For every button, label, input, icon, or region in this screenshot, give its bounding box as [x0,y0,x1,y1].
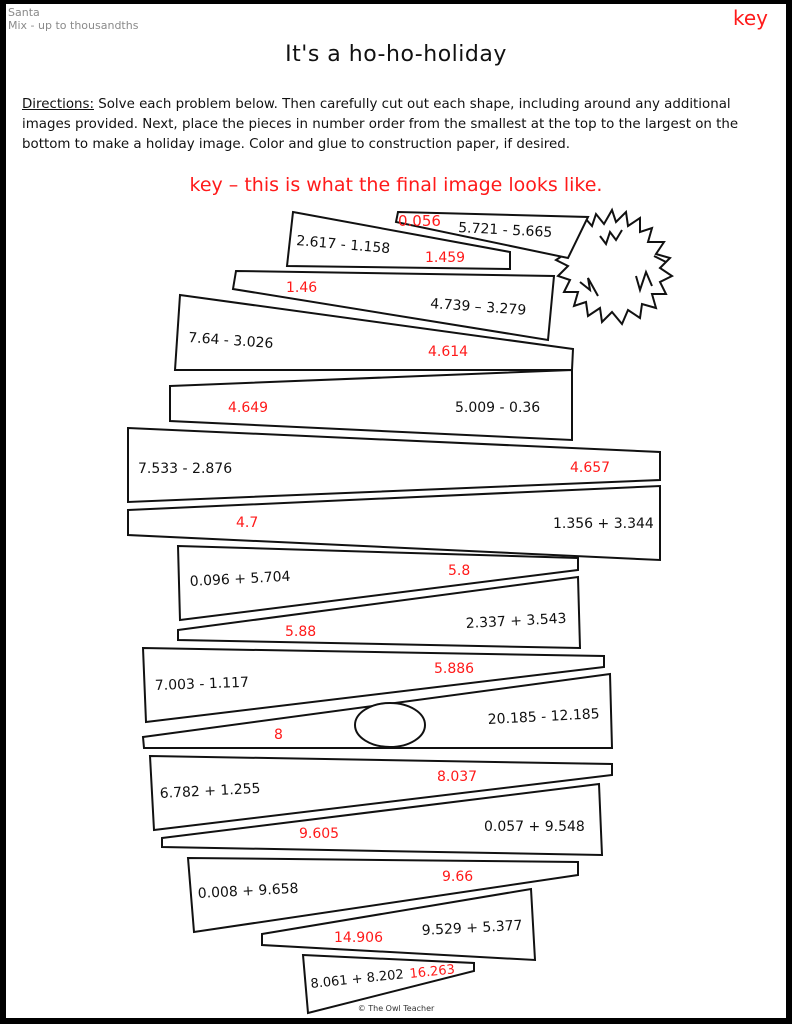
topic-label: Santa [8,6,40,19]
problem-text: 7.003 - 1.117 [154,674,250,694]
answer-text: 4.7 [236,515,259,531]
answer-text: 5.886 [434,661,475,677]
answer-text: 16.263 [408,962,456,982]
key-badge: key [732,6,768,30]
answer-text: 14.906 [334,930,383,946]
problem-text: 5.009 - 0.36 [455,400,541,416]
problem-text: 1.356 + 3.344 [553,516,654,532]
belt-buckle-icon [355,703,425,747]
directions-label: Directions: [22,97,94,112]
directions-text: Solve each problem below. Then carefully cut out each shape, including around any additional images provided. Next, place the pieces in number order from the smallest at the top to the largest on the bottom to make a holiday image. Color and glue to construction paper, if desired. [22,97,739,152]
answer-text: 0.056 [398,212,441,230]
answer-text: 4.657 [570,460,611,476]
problem-text: 8.061 + 8.202 [309,967,405,992]
problem-text: 5.721 - 5.665 [457,220,553,241]
problem-text: 0.096 + 5.704 [189,568,291,590]
problem-text: 2.337 + 3.543 [465,610,567,632]
problem-text: 2.617 - 1.158 [295,233,391,258]
answer-text: 1.46 [286,280,318,296]
skill-label: Mix - up to thousandths [8,19,139,32]
answer-text: 9.66 [442,869,474,885]
answer-text: 9.605 [299,826,340,842]
problem-text: 0.057 + 9.548 [484,819,585,835]
answer-text: 5.88 [285,624,317,640]
problem-text: 7.64 - 3.026 [187,330,274,352]
key-caption: key – this is what the final image looks like. [189,174,603,196]
problem-text: 4.739 – 3.279 [429,296,527,319]
problem-text: 7.533 - 2.876 [138,461,233,477]
problem-text: 0.008 + 9.658 [197,880,299,902]
answer-text: 8 [274,727,283,743]
answer-text: 4.614 [428,344,469,360]
answer-text: 5.8 [448,563,471,579]
answer-text: 1.459 [425,250,466,266]
problem-text: 9.529 + 5.377 [421,917,523,939]
problem-text: 6.782 + 1.255 [159,780,261,802]
problem-text: 20.185 - 12.185 [487,706,600,728]
answer-text: 8.037 [437,769,478,785]
puzzle-piece [170,370,572,440]
answer-text: 4.649 [228,400,269,416]
copyright-footer: © The Owl Teacher [357,1004,435,1013]
page-title: It's a ho-ho-holiday [285,42,507,67]
